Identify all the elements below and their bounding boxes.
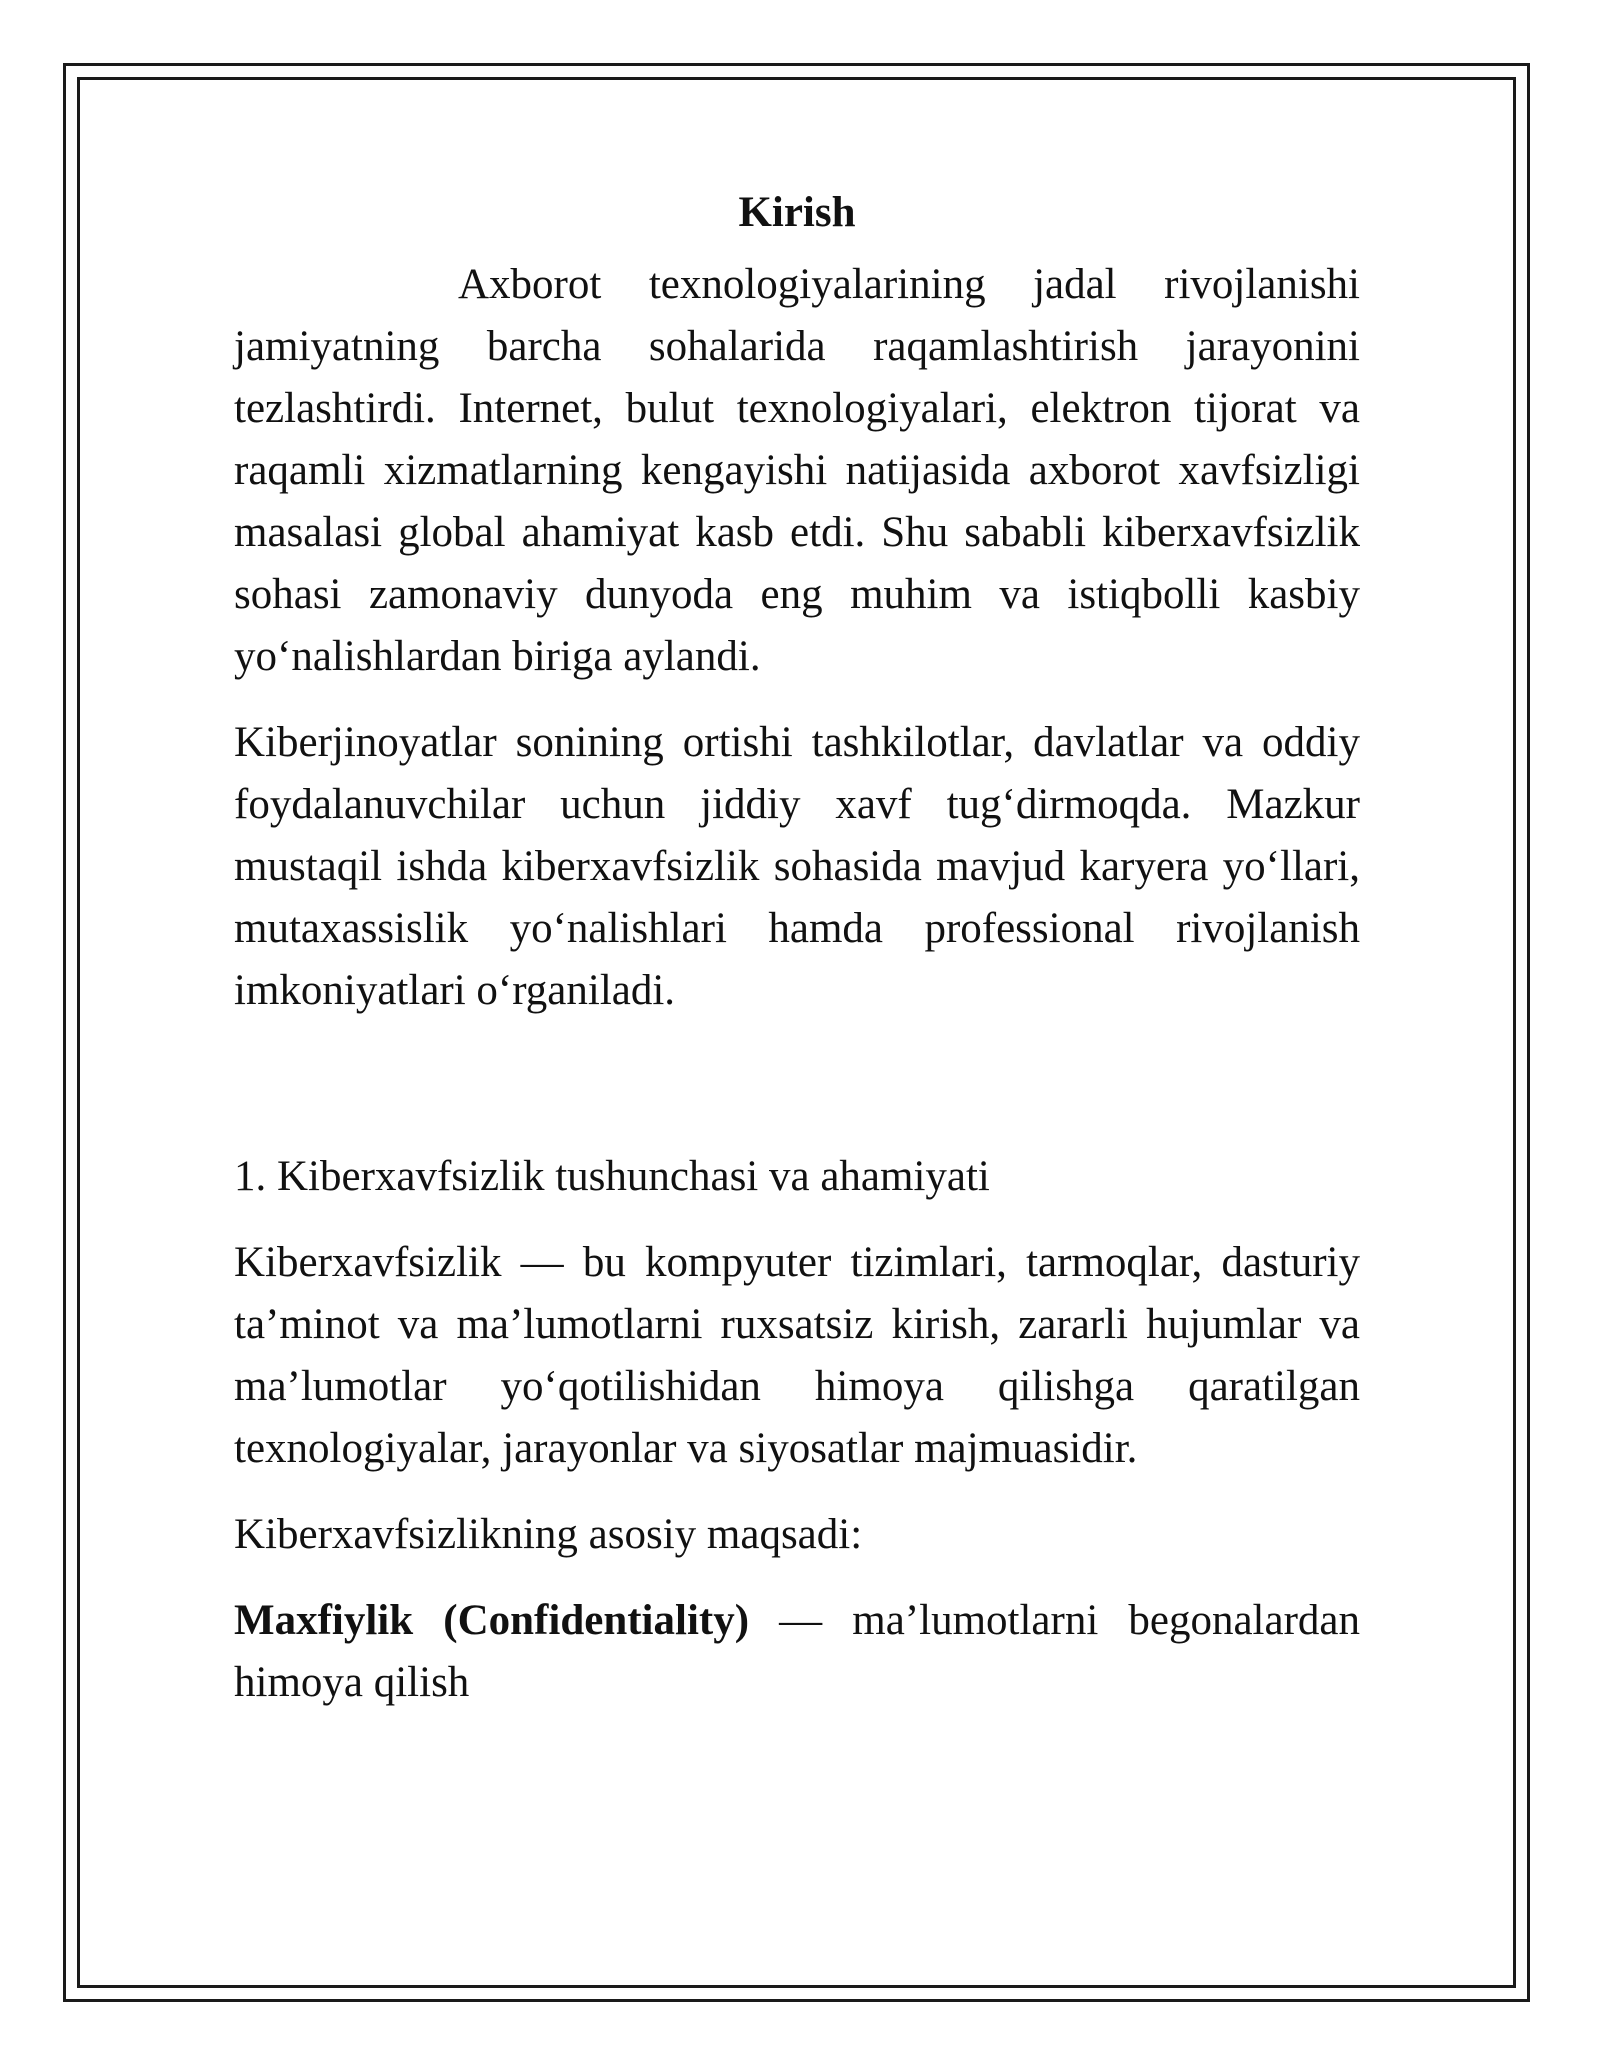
goal-term: Maxfiylik (Confidentiality): [234, 1597, 750, 1644]
goal-item-confidentiality: [234, 1590, 1360, 1714]
section-1-heading: 1. Kiberxavfsizlik tushunchasi va ahamiyati: [234, 1153, 990, 1200]
section-1-paragraph-2: Kiberxavfsizlikning asosiy maqsadi:: [234, 1511, 863, 1558]
section-1-paragraph-1: Kiberxavfsizlik — bu kompyuter tizimlari, tarmoqlar, dasturiy ta’minot va ma’lumotlarni ruxsatsiz kirish, zararli hujumlar va ma’lumotlar yo‘qotilishidan himoya qilishga qaratilgan texnologiyalar, jarayonlar va siyosatlar majmuasidir.: [234, 1239, 1360, 1472]
page-content: [234, 182, 1360, 1714]
goal-description: — ma’lumotlarni begonalardan himoya qilish: [234, 1597, 1360, 1706]
intro-paragraph-2: Kiberjinoyatlar sonining ortishi tashkilotlar, davlatlar va oddiy foydalanuvchilar uchun jiddiy xavf tug‘dirmoqda. Mazkur mustaqil ishda kiberxavfsizlik sohasida mavjud karyera yo‘llari, mutaxassislik yo‘nalishlari hamda professional rivojlanish imkoniyatlari o‘rganiladi.: [234, 719, 1360, 1014]
page-title: Kirish: [738, 189, 856, 236]
intro-paragraph-1: Axborot texnologiyalarining jadal rivojlanishi jamiyatning barcha sohalarida raqamlashtirish jarayonini tezlashtirdi. Internet, bulut texnologiyalari, elektron tijorat va raqamli xizmatlarning kengayishi natijasida axborot xavfsizligi masalasi global ahamiyat kasb etdi. Shu sababli kiberxavfsizlik sohasi zamonaviy dunyoda eng muhim va istiqbolli kasbiy yo‘nalishlardan biriga aylandi.: [234, 261, 1360, 680]
